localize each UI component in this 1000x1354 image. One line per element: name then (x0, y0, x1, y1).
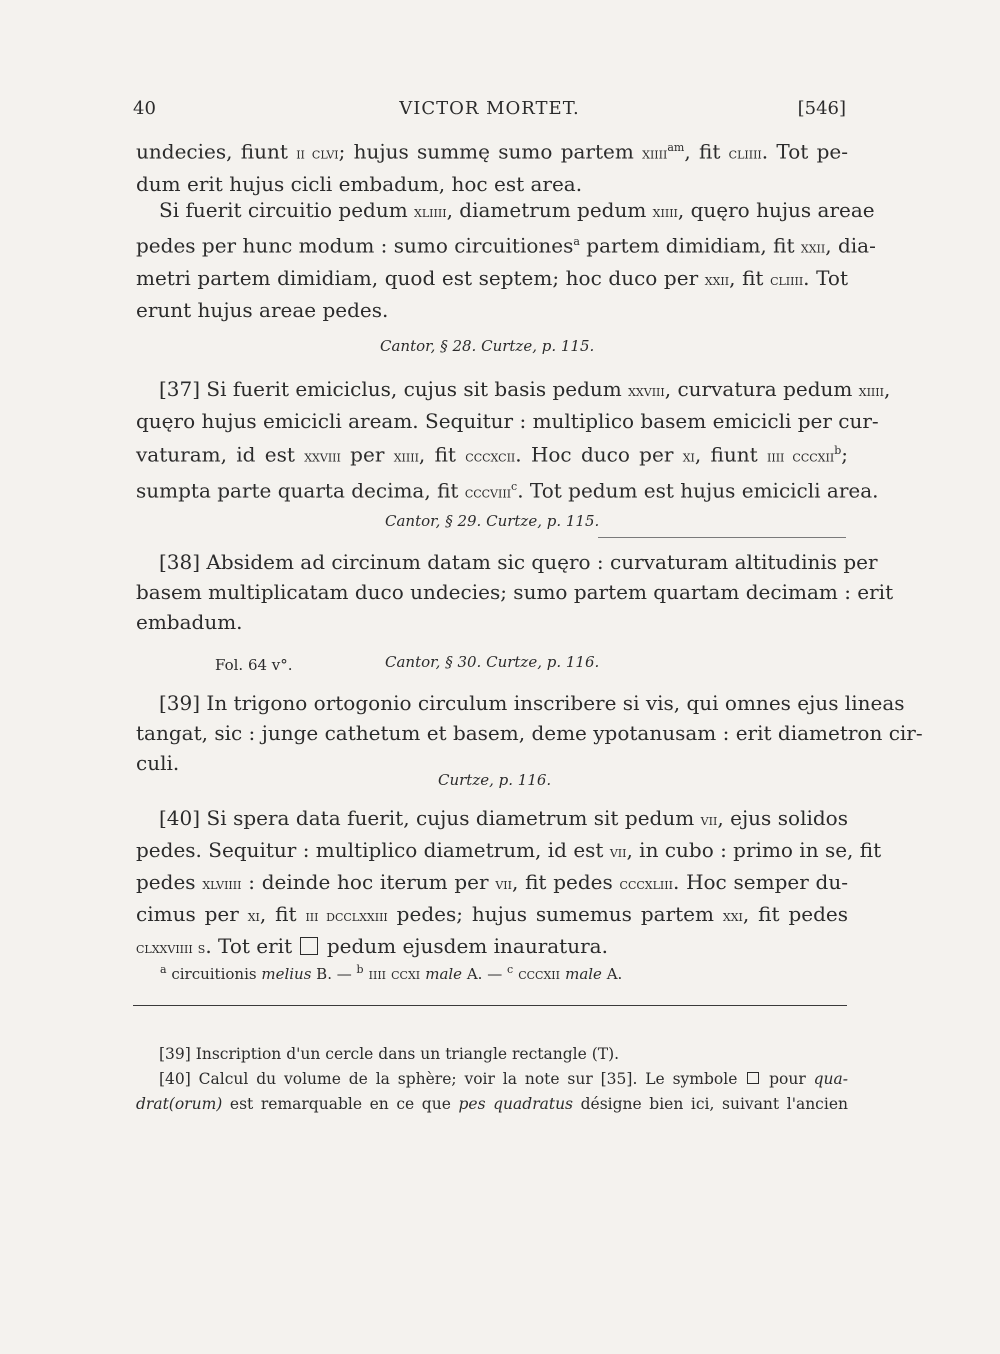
folio-reference: Fol. 64 v°. (215, 656, 293, 674)
citation-29: Cantor, § 29. Curtze, p. 115. (385, 512, 600, 530)
running-title: VICTOR MORTET. (399, 98, 580, 119)
original-page-number: [546] (797, 98, 846, 119)
page-number: 40 (133, 98, 156, 119)
faint-rule (598, 537, 846, 538)
section-38: [38] Absidem ad circinum datam sic quęro : curvaturam altitudinis per basem multiplicatam duco undecies; sumo partem quartam decimam : erit embadum. (136, 550, 894, 634)
citation-30: Cantor, § 30. Curtze, p. 116. (385, 653, 600, 671)
section-39: [39] In trigono ortogonio circulum inscribere si vis, qui omnes ejus lineas tangat, sic : junge cathetum et basem, deme ypotanusam : erit diametron cir- culi. (136, 691, 923, 775)
paragraph-continuation: undecies, fiunt ii clvi; hujus summę sumo partem xiiii$^{am}$, fit cliiii. Tot pe- dum erit hujus cicli embadum, hoc est area. (136, 139, 848, 196)
section-37: [37] Si fuerit emiciclus, cujus sit basis pedum xxviii, curvatura pedum xiiii, quęro hujus emicicli aream. Sequitur : multiplico basem emicicli per cur- vaturam, id est xxviii per xiiii, fit cccxcii. Hoc duco per xi, fiunt iiii cccxii$^b$; sumpta parte quarta decima, fit cccviii$^c$. Tot pedum est hujus emicicli area. (136, 377, 891, 503)
paragraph-circle-area: Si fuerit circuitio pedum xliiii, diametrum pedum xiiii, quęro hujus areae pedes per hunc modum : sumo circuitiones$^a$ partem dimidiam, fit xxii, dia- metri partem dimidiam, quod est septem; hoc duco per xxii, fit cliiii. Tot erunt hujus areae pedes. (136, 198, 876, 322)
square-symbol-icon (300, 937, 318, 955)
critical-apparatus: $^a$ circuitionis melius B. — $^b$ iiii ccxi male A. — $^c$ cccxii male A. (160, 963, 623, 983)
citation-curtze-116: Curtze, p. 116. (438, 771, 552, 789)
notes-divider (133, 1005, 847, 1006)
square-symbol-icon (747, 1072, 759, 1084)
citation-28: Cantor, § 28. Curtze, p. 115. (380, 337, 595, 355)
running-header (133, 98, 846, 132)
commentary-notes: [39] Inscription d'un cercle dans un triangle rectangle (T). [40] Calcul du volume de la sphère; voir la note sur [35]. Le symbole pour qua- drat(orum) est remarquable en ce que pes quadratus désigne bien ici, suivant l'ancien (136, 1045, 848, 1113)
section-40: [40] Si spera data fuerit, cujus diametrum sit pedum vii, ejus solidos pedes. Sequitur : multiplico diametrum, id est vii, in cubo : primo in se, fit pedes xlviiii : deinde hoc iterum per vii, fit pedes cccxliii. Hoc semper du- cimus per xi, fit iii dcclxxiii pedes; hujus sumemus partem xxi, fit pedes clxxviiii s. Tot erit pedum ejusdem inauratura. (136, 806, 882, 958)
